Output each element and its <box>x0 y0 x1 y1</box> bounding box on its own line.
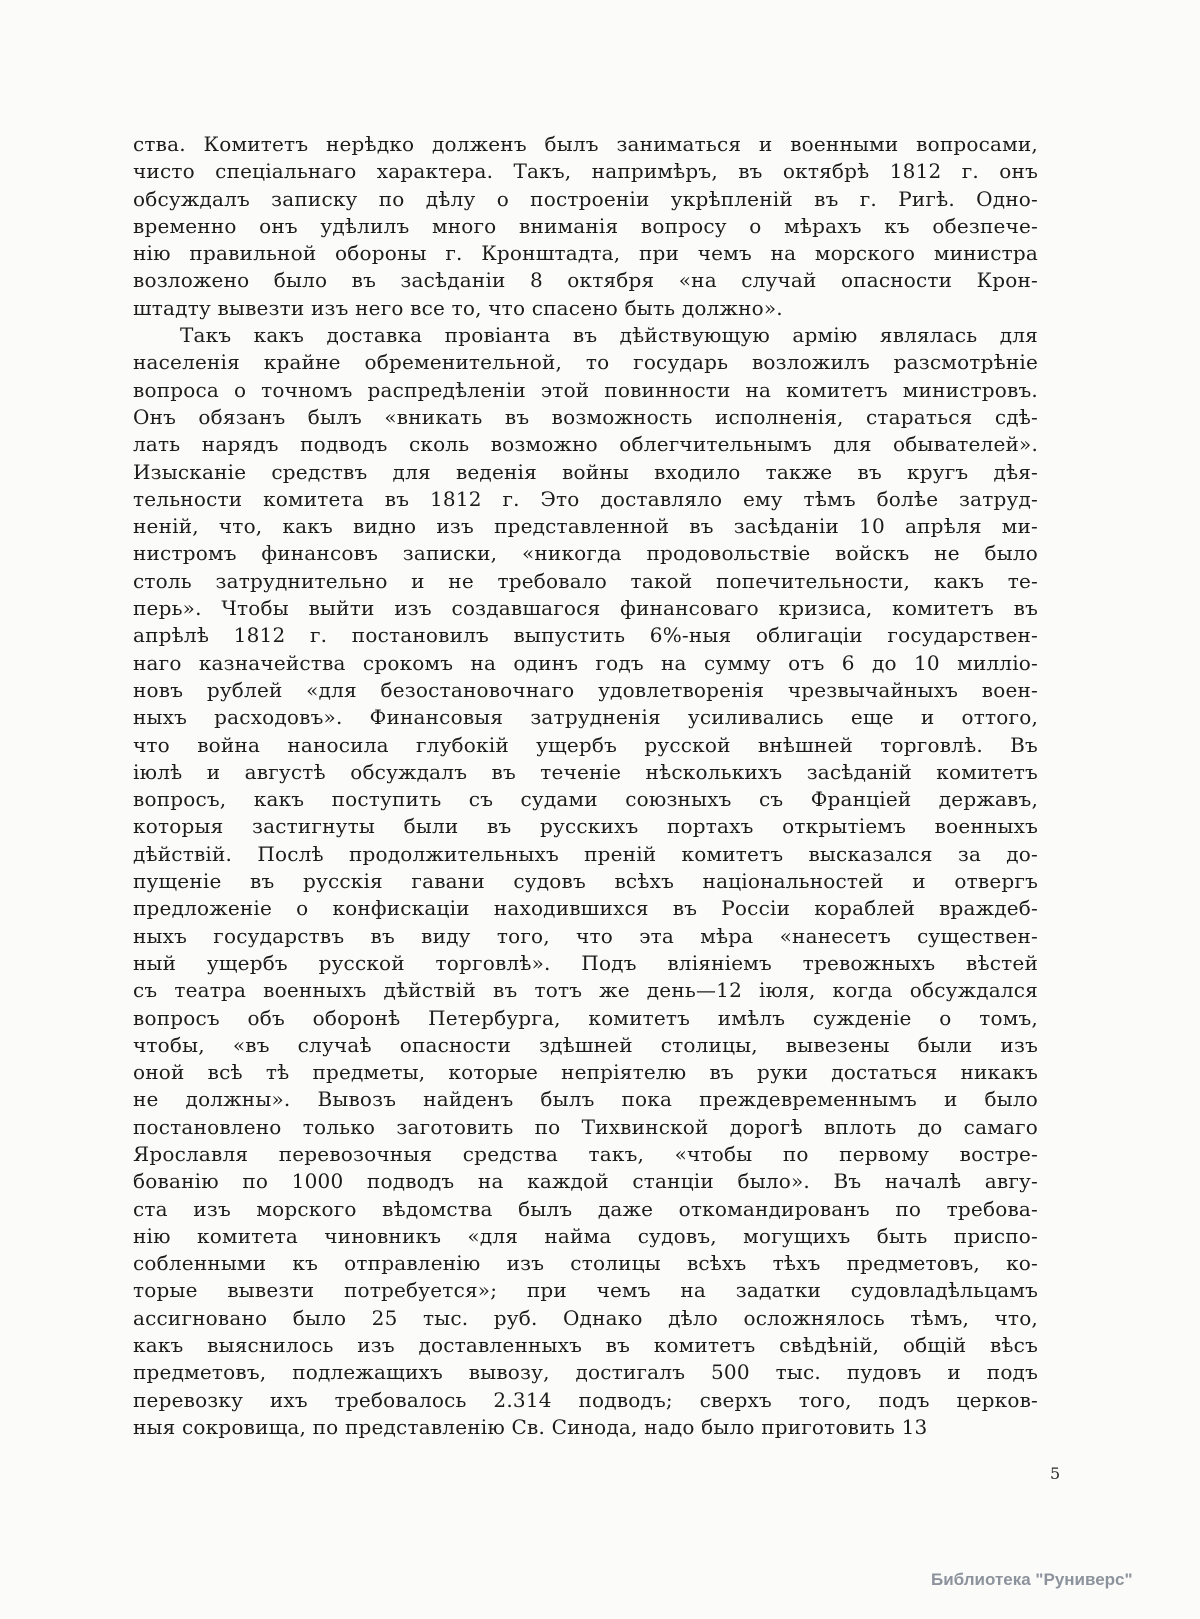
text-line: обсуждалъ записку по дѣлу о построеніи укрѣпленій въ г. Ригѣ. Одно- <box>133 186 1038 211</box>
text-line: вопросъ объ оборонѣ Петербурга, комитетъ имѣлъ сужденіе о томъ, <box>133 1005 1038 1030</box>
text-line: Такъ какъ доставка провіанта въ дѣйствующую армію являлась для <box>180 323 1038 348</box>
text-line: неній, что, какъ видно изъ представленной въ засѣданіи 10 апрѣля ми- <box>133 514 1038 539</box>
text-line: которыя застигнуты были въ русскихъ портахъ открытіемъ военныхъ <box>133 814 1038 839</box>
text-line: торые вывезти потребуется»; при чемъ на задатки судовладѣльцамъ <box>133 1278 1038 1303</box>
text-line: не должны». Вывозъ найденъ былъ пока преждевременнымъ и было <box>133 1087 1038 1112</box>
text-line: вопроса о точномъ распредѣленіи этой повинности на комитетъ министровъ. <box>133 377 1038 402</box>
text-line: дѣйствій. Послѣ продолжительныхъ преній комитетъ высказался за до- <box>133 841 1038 866</box>
text-line: штадту вывезти изъ него все то, что спасено быть должно». <box>133 295 783 320</box>
text-line: ный ущербъ русской торговлѣ». Подъ вліяніемъ тревожныхъ вѣстей <box>133 950 1038 975</box>
text-line: населенія крайне обременительной, то государь возложилъ разсмотрѣніе <box>133 350 1038 375</box>
text-line: оной всѣ тѣ предметы, которые непріятелю въ руки достаться никакъ <box>133 1060 1038 1085</box>
text-line: перь». Чтобы выйти изъ создавшагося финансоваго кризиса, комитетъ въ <box>133 596 1038 621</box>
text-line: что война наносила глубокій ущербъ русской внѣшней торговлѣ. Въ <box>133 732 1038 757</box>
text-line: столь затруднительно и не требовало такой попечительности, какъ те- <box>133 568 1038 593</box>
text-line: предложеніе о конфискаціи находившихся въ Россіи кораблей враждеб- <box>133 896 1038 921</box>
text-line: наго казначейства срокомъ на одинъ годъ на сумму отъ 6 до 10 милліо- <box>133 650 1038 675</box>
text-line: ассигновано было 25 тыс. руб. Однако дѣло осложнялось тѣмъ, что, <box>133 1305 1038 1330</box>
text-line: собленными къ отправленію изъ столицы всѣхъ тѣхъ предметовъ, ко- <box>133 1251 1038 1276</box>
text-line: нію комитета чиновникъ «для найма судовъ, могущихъ быть приспо- <box>133 1223 1038 1248</box>
text-line: апрѣлѣ 1812 г. постановилъ выпустить 6%-ныя облигаціи государствен- <box>133 623 1038 648</box>
text-line: ства. Комитетъ нерѣдко долженъ былъ заниматься и военными вопросами, <box>133 132 1038 156</box>
library-watermark: Библиотека "Руниверс" <box>931 1570 1133 1589</box>
text-line: Изысканіе средствъ для веденія войны входило также въ кругъ дѣя- <box>133 459 1038 484</box>
text-line: нистромъ финансовъ записки, «никогда продовольствіе войскъ не было <box>133 541 1038 566</box>
paragraph-provisions <box>133 322 1038 1441</box>
text-line: перевозку ихъ требовалось 2.314 подводъ; сверхъ того, подъ церков- <box>133 1387 1038 1412</box>
text-line: новъ рублей «для безостановочнаго удовлетворенія чрезвычайныхъ воен- <box>133 677 1038 702</box>
text-line: временно онъ удѣлилъ много вниманія вопросу о мѣрахъ къ обезпече- <box>133 213 1038 238</box>
text-line: ста изъ морского вѣдомства былъ даже откомандированъ по требова- <box>133 1196 1038 1221</box>
text-line: тельности комитета въ 1812 г. Это доставляло ему тѣмъ болѣе затруд- <box>133 486 1038 511</box>
text-line: постановлено только заготовить по Тихвинской дорогѣ вплоть до самаго <box>133 1114 1038 1139</box>
text-line: пущеніе въ русскія гавани судовъ всѣхъ національностей и отвергъ <box>133 869 1038 894</box>
text-line: Онъ обязанъ былъ «вникать въ возможность исполненія, стараться сдѣ- <box>133 404 1038 429</box>
page-number: 5 <box>1050 1464 1061 1483</box>
text-line: возложено было въ засѣданіи 8 октября «на случай опасности Крон- <box>133 268 1038 293</box>
text-line: съ театра военныхъ дѣйствій въ тотъ же день—12 іюля, когда обсуждался <box>133 978 1038 1003</box>
text-line: предметовъ, подлежащихъ вывозу, достигалъ 500 тыс. пудовъ и подъ <box>133 1360 1038 1385</box>
text-line: Ярославля перевозочныя средства такъ, «чтобы по первому востре- <box>133 1141 1038 1166</box>
text-line: іюлѣ и августѣ обсуждалъ въ теченіе нѣсколькихъ засѣданій комитетъ <box>133 759 1038 784</box>
text-line: чисто спеціальнаго характера. Такъ, напримѣръ, въ октябрѣ 1812 г. онъ <box>133 159 1038 184</box>
page-text-block <box>133 131 1038 1441</box>
text-line: ныхъ расходовъ». Финансовыя затрудненія усиливались еще и оттого, <box>133 705 1038 730</box>
text-line: ныя сокровища, по представленію Св. Синода, надо было приготовить 13 <box>133 1414 928 1439</box>
text-line: чтобы, «въ случаѣ опасности здѣшней столицы, вывезены были изъ <box>133 1032 1038 1057</box>
text-line: ныхъ государствъ въ виду того, что эта мѣра «нанесетъ существен- <box>133 923 1038 948</box>
text-line: лать нарядъ подводъ сколь возможно облегчительнымъ для обывателей». <box>133 432 1038 457</box>
text-line: вопросъ, какъ поступить съ судами союзныхъ съ Франціей державъ, <box>133 787 1038 812</box>
text-line: нію правильной обороны г. Кронштадта, при чемъ на морского министра <box>133 241 1038 266</box>
text-line: какъ выяснилось изъ доставленныхъ въ комитетъ свѣдѣній, общій вѣсъ <box>133 1333 1038 1358</box>
paragraph-continuation <box>133 131 1038 322</box>
text-line: бованію по 1000 подводъ на каждой станціи было». Въ началѣ авгу- <box>133 1169 1038 1194</box>
